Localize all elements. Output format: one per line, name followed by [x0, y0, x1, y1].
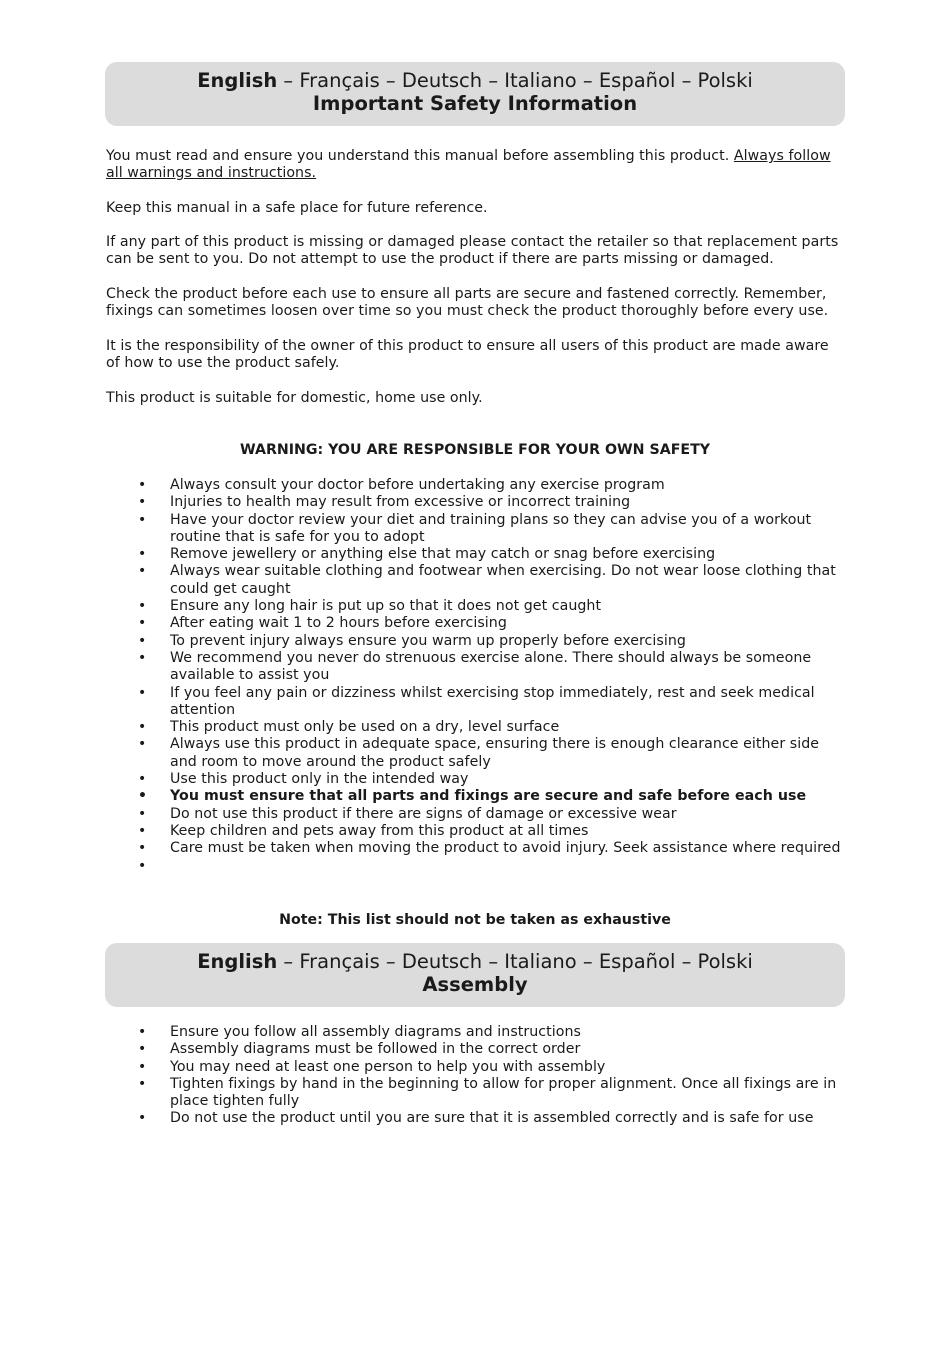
language-others: – Français – Deutsch – Italiano – Español – Polski: [277, 69, 753, 92]
intro-paragraph-3: [106, 234, 846, 269]
list-item: [106, 633, 846, 650]
section-title-safety: Important Safety Information: [312, 92, 638, 115]
bullet-icon: •: [138, 632, 147, 649]
bullet-icon: •: [138, 598, 147, 615]
bullet-icon: •: [138, 822, 147, 839]
list-item-text: To prevent injury always ensure you warm up properly before exercising: [170, 632, 686, 649]
language-active: English: [197, 950, 278, 973]
list-item-text: Do not use the product until you are sure that it is assembled correctly and is safe for use: [170, 1110, 814, 1127]
list-item: [106, 771, 846, 788]
bullet-icon: •: [138, 719, 147, 736]
list-item-text: Assembly diagrams must be followed in the correct order: [170, 1041, 581, 1058]
list-item-text: This product must only be used on a dry, level surface: [170, 719, 560, 736]
list-item: [106, 615, 846, 632]
list-item: [106, 1059, 846, 1076]
list-item-empty: [106, 858, 846, 875]
bullet-icon: •: [138, 563, 147, 580]
bullet-icon: •: [138, 1058, 147, 1075]
list-item: [106, 1076, 846, 1111]
bullet-icon: •: [138, 1024, 147, 1040]
list-item: [106, 1041, 846, 1058]
list-item: [106, 494, 846, 511]
intro-text: It is the responsibility of the owner of this product to ensure all users of this product are made aware of how to use the product safely.: [106, 338, 829, 372]
intro-text: If any part of this product is missing or damaged please contact the retailer so that replacement parts can be sent to you. Do not attempt to use the product if there are parts missing or damaged.: [106, 234, 839, 268]
intro-text: This product is suitable for domestic, home use only.: [106, 390, 483, 406]
list-item-text: Tighten fixings by hand in the beginning to allow for proper alignment. Once all fixings are in place tighten fully: [170, 1075, 837, 1110]
list-item-text: Injuries to health may result from excessive or incorrect training: [170, 494, 631, 511]
list-item: [106, 840, 846, 857]
bullet-icon: •: [138, 1075, 147, 1092]
intro-paragraph-2: [106, 200, 846, 217]
list-item-text: Always use this product in adequate space, ensuring there is enough clearance either side and room to move around the product safely: [170, 736, 820, 770]
list-item-text: Do not use this product if there are signs of damage or excessive wear: [170, 805, 677, 822]
intro-text: Check the product before each use to ensure all parts are secure and fastened correctly. Remember, fixings can sometimes loosen over time so you must check the product thoroughly before every use.: [106, 286, 829, 320]
assembly-list: [106, 1024, 846, 1128]
language-others: – Français – Deutsch – Italiano – Español – Polski: [277, 950, 753, 973]
list-item: [106, 512, 846, 547]
bullet-icon: •: [138, 857, 147, 874]
list-item-text: After eating wait 1 to 2 hours before exercising: [170, 615, 507, 632]
bullet-icon: •: [138, 649, 147, 666]
warning-heading: WARNING: YOU ARE RESPONSIBLE FOR YOUR OWN SAFETY: [239, 442, 711, 458]
list-item-emphasized: [106, 788, 846, 805]
intro-paragraph-5: [106, 338, 846, 373]
list-item-text: Have your doctor review your diet and training plans so they can advise you of a workout routine that is safe for you to adopt: [170, 511, 812, 545]
list-item-text: Use this product only in the intended way: [170, 771, 469, 788]
bullet-icon: •: [138, 546, 147, 563]
list-item: [106, 563, 846, 598]
list-item: [106, 719, 846, 736]
list-item-text: Always consult your doctor before undertaking any exercise program: [170, 477, 665, 493]
bullet-icon: •: [138, 511, 147, 528]
list-item: [106, 650, 846, 685]
bullet-icon: •: [138, 494, 147, 511]
list-item: [106, 546, 846, 563]
language-active: English: [197, 69, 278, 92]
list-item: [106, 598, 846, 615]
bullet-icon: •: [138, 736, 147, 753]
section-title-assembly: Assembly: [422, 973, 528, 996]
bullet-icon: •: [138, 1041, 147, 1058]
bullet-icon: •: [138, 788, 147, 805]
list-item-text: You must ensure that all parts and fixings are secure and safe before each use: [170, 788, 807, 805]
language-bar: [105, 950, 845, 973]
list-item-text: We recommend you never do strenuous exercise alone. There should always be someone available to assist you: [170, 649, 812, 684]
warning-list: [106, 477, 846, 875]
list-note: Note: This list should not be taken as exhaustive: [279, 912, 671, 928]
bullet-icon: •: [138, 684, 147, 701]
bullet-icon: •: [138, 805, 147, 822]
list-item: [106, 1024, 846, 1041]
list-item-text: You may need at least one person to help you with assembly: [170, 1058, 606, 1075]
list-item: [106, 806, 846, 823]
list-item-text: Ensure you follow all assembly diagrams and instructions: [170, 1024, 581, 1040]
list-item-text: Remove jewellery or anything else that may catch or snag before exercising: [170, 546, 716, 563]
list-item-text: Always wear suitable clothing and footwear when exercising. Do not wear loose clothing that could get caught: [170, 563, 836, 597]
bullet-icon: •: [138, 1110, 147, 1127]
bullet-icon: •: [138, 771, 147, 788]
list-item: [106, 736, 846, 771]
bullet-icon: •: [138, 840, 147, 857]
list-item-text: Ensure any long hair is put up so that it does not get caught: [170, 598, 602, 615]
intro-underlined-text: Always follow all warnings and instructions.: [106, 148, 831, 182]
language-bar: [105, 69, 845, 92]
list-item: [106, 477, 846, 494]
list-item-text: If you feel any pain or dizziness whilst exercising stop immediately, rest and seek medical attention: [170, 684, 815, 718]
list-item-text: Keep children and pets away from this product at all times: [170, 822, 589, 839]
bullet-icon: •: [138, 615, 147, 632]
intro-text: Keep this manual in a safe place for future reference.: [106, 200, 488, 216]
list-item: [106, 685, 846, 720]
intro-paragraph-6: [106, 390, 846, 407]
bullet-icon: •: [138, 477, 147, 493]
assembly-section-banner: [105, 943, 845, 1007]
list-item-text: Care must be taken when moving the product to avoid injury. Seek assistance where required: [170, 840, 841, 857]
intro-paragraph-1: [106, 148, 846, 183]
safety-section-banner: [105, 62, 845, 126]
intro-text: You must read and ensure you understand this manual before assembling this product.: [106, 148, 734, 164]
list-item: [106, 823, 846, 840]
intro-paragraph-4: [106, 286, 846, 321]
list-item: [106, 1110, 846, 1127]
